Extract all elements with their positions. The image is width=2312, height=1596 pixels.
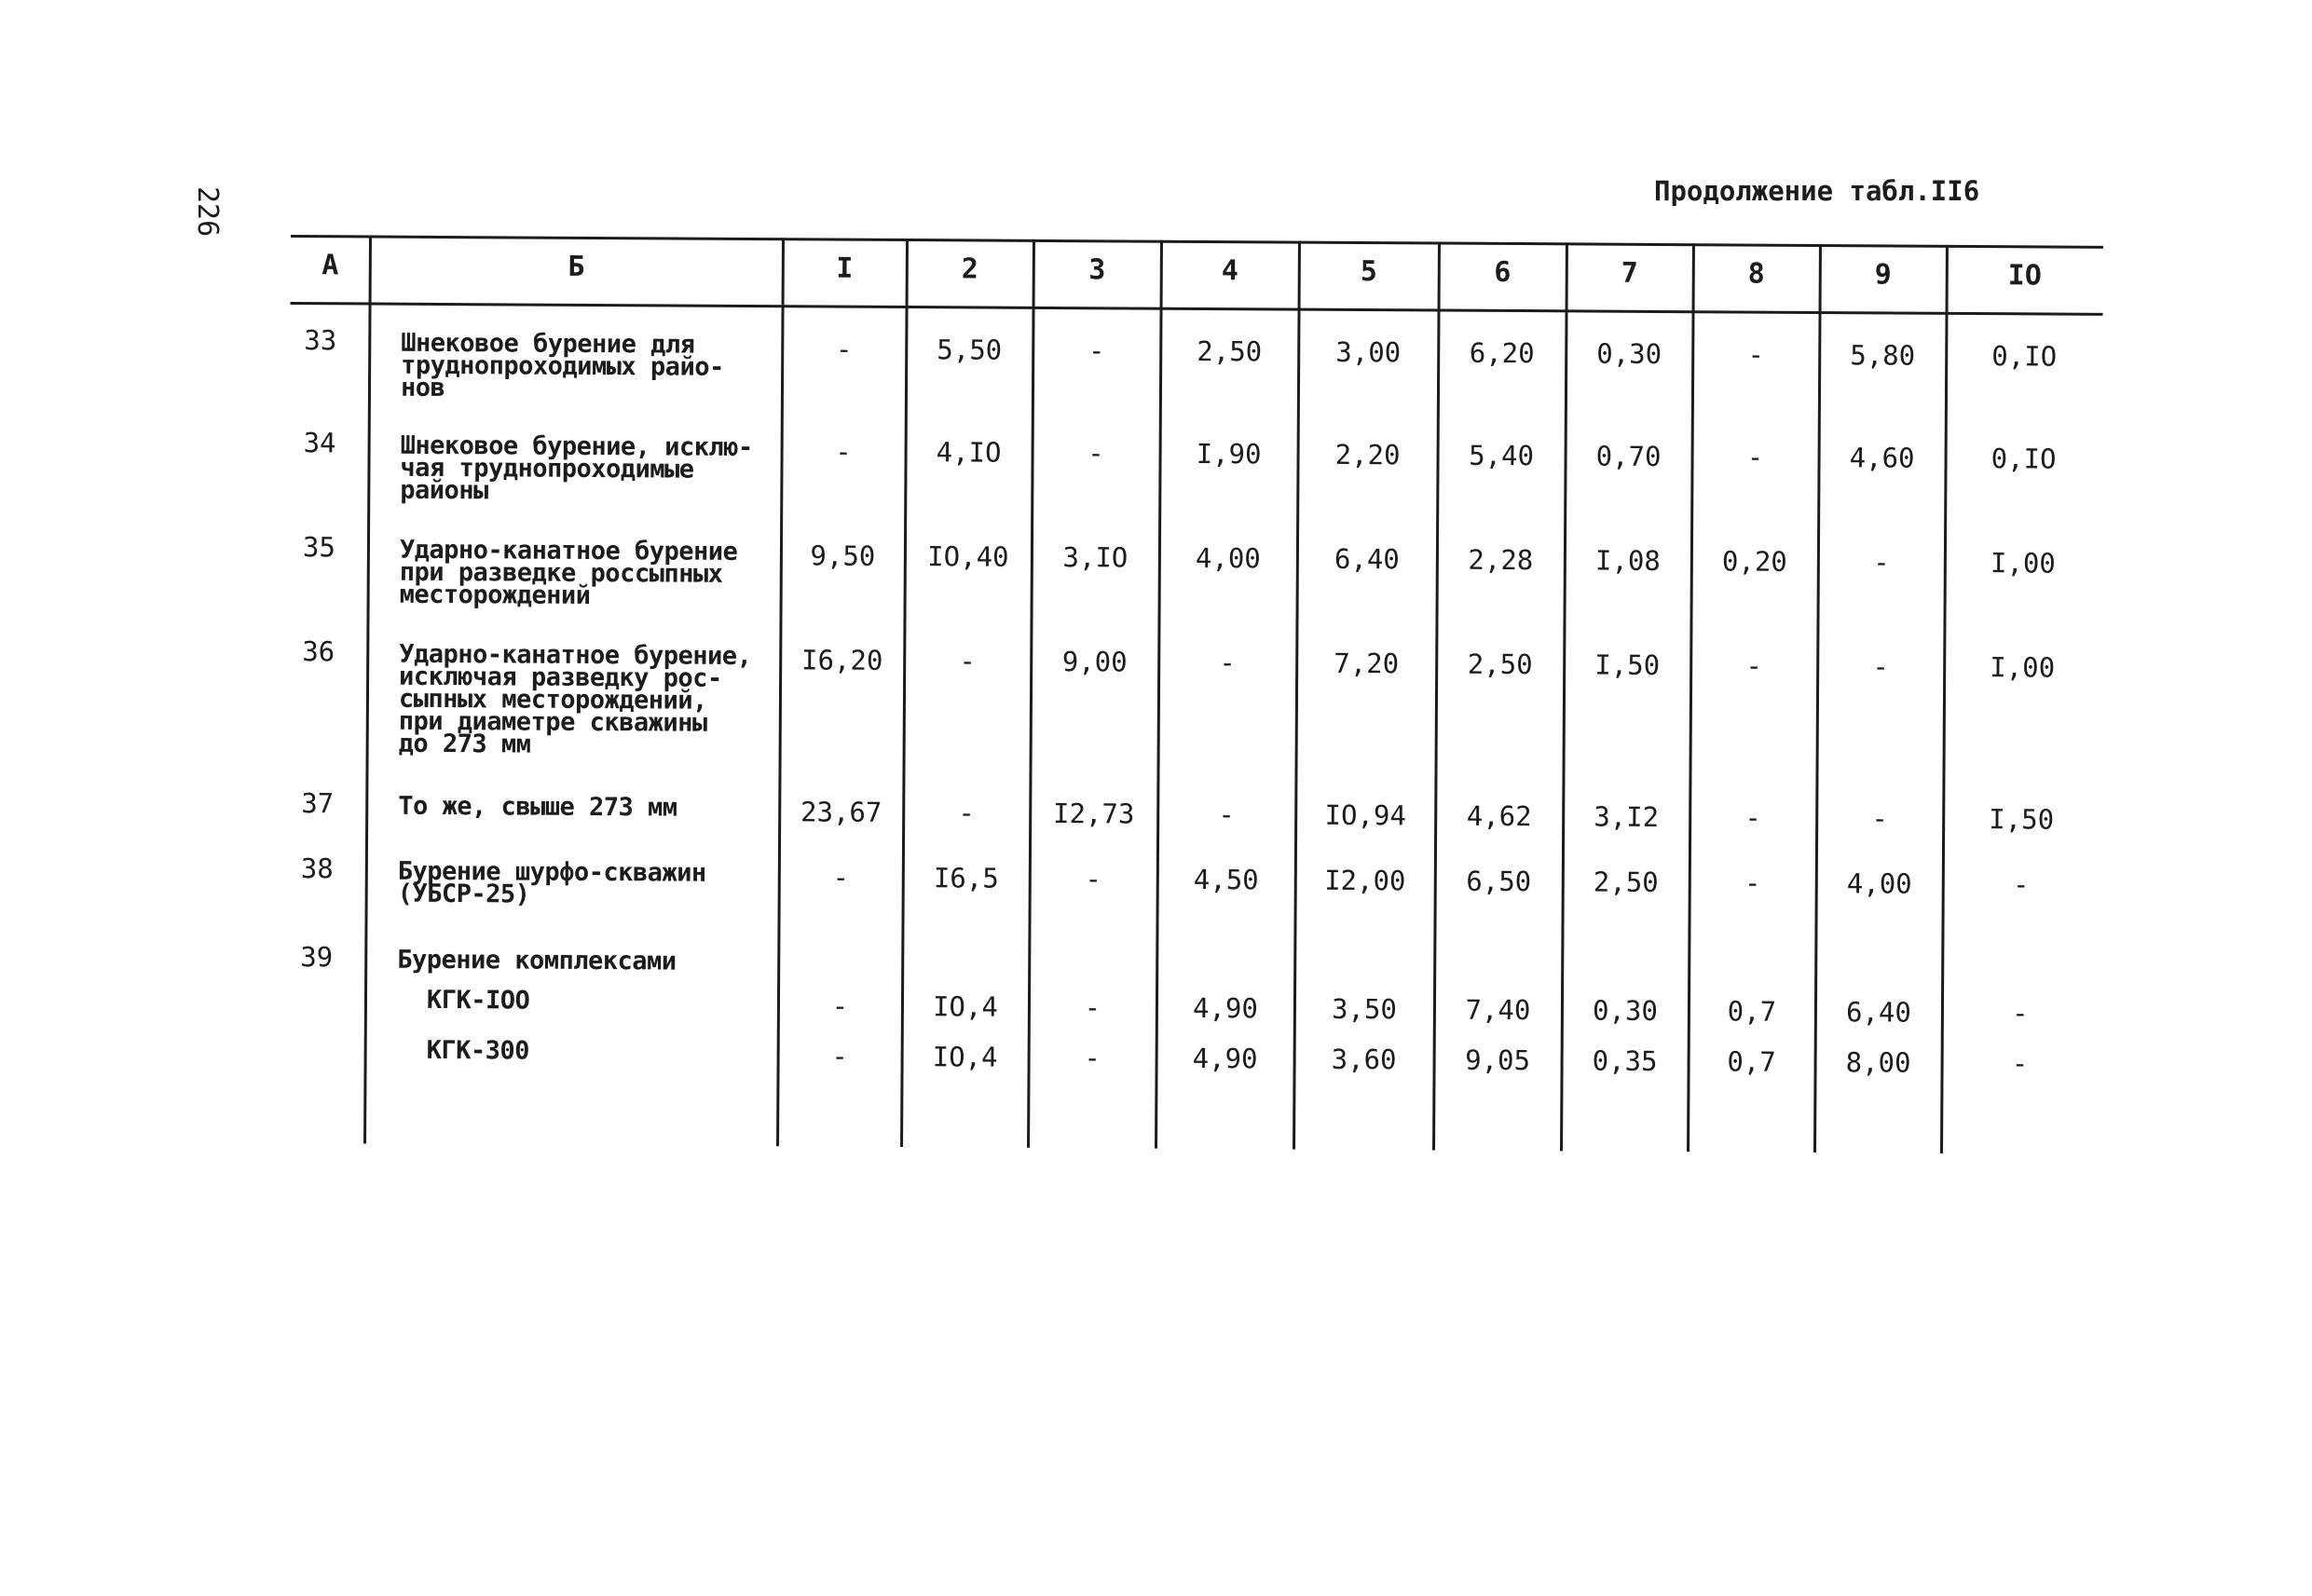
- table-cell-value: -: [1088, 334, 1105, 367]
- table-cell-value: I,00: [1990, 651, 2056, 684]
- table-cell-value: 0,30: [1592, 994, 1658, 1027]
- table-cell-value: -: [1871, 802, 1889, 835]
- row-description: КГК-300: [426, 1035, 530, 1066]
- table-cell-value: 0,35: [1592, 1044, 1658, 1077]
- table-cell-value: 6,20: [1469, 336, 1535, 370]
- table-cell-value: I6,5: [933, 862, 999, 894]
- column-header: IO: [2007, 259, 2042, 293]
- table-cell-value: 9,50: [810, 539, 876, 572]
- table-cell-value: 2,50: [1197, 334, 1263, 368]
- table-cell-value: 5,80: [1850, 339, 1916, 372]
- table-cell-value: 2,50: [1593, 866, 1659, 898]
- table-cell-value: -: [835, 435, 852, 468]
- row-number: 34: [303, 427, 336, 459]
- data-table: [285, 235, 2103, 1154]
- table-cell-value: 0,IO: [1991, 340, 2058, 373]
- table-continuation-label: Продолжение табл.II6: [1654, 175, 1980, 207]
- table-cell-value: 9,05: [1465, 1044, 1531, 1077]
- table-top-rule: [291, 235, 2103, 249]
- column-header: I: [836, 252, 854, 285]
- table-cell-value: 5,50: [937, 334, 1003, 366]
- table-cell-value: -: [1746, 441, 1764, 473]
- table-cell-value: -: [959, 645, 977, 677]
- row-number: 38: [300, 853, 334, 885]
- table-cell-value: I,00: [1990, 547, 2056, 580]
- table-cell-value: -: [958, 797, 976, 829]
- table-cell-value: 6,50: [1466, 865, 1532, 898]
- table-cell-value: 4,IO: [936, 436, 1002, 469]
- column-header: 2: [961, 252, 978, 286]
- table-cell-value: 0,7: [1727, 1045, 1776, 1078]
- table-cell-value: 4,50: [1193, 863, 1259, 896]
- table-cell-value: -: [1744, 801, 1762, 834]
- table-cell-value: 4,00: [1846, 867, 1912, 900]
- table-cell-value: 3,60: [1331, 1043, 1397, 1076]
- row-number: 35: [302, 531, 335, 564]
- row-description: КГК-IOO: [426, 985, 530, 1016]
- column-header: 8: [1747, 257, 1765, 291]
- table-cell-value: I,50: [1989, 803, 2055, 836]
- table-cell-value: 2,28: [1468, 543, 1534, 577]
- row-description: Шнековое бурение, исклю- чая труднопроходимые районы: [400, 430, 753, 506]
- table-cell-value: 4,90: [1192, 991, 1258, 1025]
- table-cell-value: -: [1084, 1042, 1101, 1074]
- table-cell-value: I2,00: [1324, 864, 1406, 897]
- table-cell-value: 6,40: [1334, 542, 1400, 576]
- column-header: 3: [1088, 253, 1106, 287]
- table-cell-value: 9,00: [1061, 646, 1128, 678]
- row-number: 33: [304, 324, 337, 357]
- table-cell-value: I6,20: [800, 644, 883, 676]
- table-cell-value: -: [1218, 798, 1236, 831]
- row-description: Ударно-канатное бурение при разведке россыпных месторождений: [399, 535, 738, 610]
- table-cell-value: 5,40: [1469, 439, 1535, 472]
- table-cell-value: 8,00: [1845, 1046, 1911, 1079]
- table-cell-value: -: [835, 333, 853, 365]
- table-cell-value: 4,90: [1192, 1042, 1258, 1075]
- table-cell-value: 4,00: [1195, 541, 1261, 575]
- table-cell-value: -: [1745, 649, 1763, 682]
- column-header: 7: [1621, 256, 1638, 290]
- table-cell-value: IO,40: [927, 540, 1009, 573]
- column-header: 4: [1221, 254, 1238, 288]
- table-cell-value: 3,50: [1331, 992, 1397, 1026]
- table-cell-value: -: [831, 989, 849, 1022]
- table-cell-value: -: [2012, 868, 2030, 901]
- row-description: Шнековое бурение для труднопроходимых райо- нов: [400, 328, 724, 403]
- table-cell-value: 7,20: [1334, 647, 1400, 680]
- table-cell-value: 6,40: [1845, 996, 1911, 1029]
- table-cell-value: -: [1084, 991, 1101, 1024]
- table-cell-value: 2,20: [1334, 438, 1401, 471]
- table-cell-value: -: [831, 1040, 848, 1072]
- row-description: Бурение шурфо-скважин (УБСР-25): [397, 856, 706, 909]
- column-header: 9: [1874, 258, 1892, 292]
- table-cell-value: -: [2011, 1047, 2029, 1080]
- table-cell-value: -: [1088, 437, 1104, 470]
- table-cell-value: 0,30: [1596, 337, 1662, 370]
- table-cell-value: -: [1219, 647, 1237, 679]
- table-cell-value: 4,62: [1466, 799, 1532, 833]
- table-cell-value: 0,7: [1727, 995, 1777, 1028]
- table-cell-value: I,08: [1594, 544, 1661, 577]
- row-description: Ударно-канатное бурение, исключая разведку рос- сыпных месторождений, при диаметре скважины до 273 мм: [398, 639, 752, 759]
- table-cell-value: -: [2012, 997, 2029, 1030]
- table-cell-value: I,90: [1196, 437, 1262, 471]
- table-cell-value: -: [1744, 866, 1761, 899]
- table-cell-value: I,50: [1594, 648, 1661, 681]
- table-cell-value: -: [832, 861, 850, 893]
- table-cell-value: -: [1873, 546, 1890, 579]
- column-header: 6: [1494, 255, 1512, 289]
- table-cell-value: I2,73: [1052, 798, 1135, 830]
- table-cell-value: 0,IO: [1991, 443, 2057, 475]
- column-rule: [363, 236, 372, 1144]
- table-cell-value: IO,94: [1324, 798, 1406, 832]
- row-description: Бурение комплексами: [397, 945, 677, 976]
- table-cell-value: 3,00: [1335, 335, 1402, 369]
- row-number: 39: [300, 941, 334, 974]
- column-header: Б: [568, 250, 585, 283]
- table-cell-value: 3,I2: [1594, 800, 1660, 833]
- table-cell-value: -: [1872, 650, 1890, 683]
- table-cell-value: 3,IO: [1062, 541, 1129, 574]
- row-description: То же, свыше 273 мм: [398, 791, 677, 823]
- table-cell-value: 7,40: [1465, 993, 1531, 1027]
- page-number: 226: [191, 186, 224, 238]
- table-cell-value: IO,4: [932, 990, 998, 1023]
- column-header: А: [321, 249, 339, 282]
- table-cell-value: IO,4: [932, 1041, 998, 1073]
- table-header-rule: [291, 302, 2103, 316]
- row-number: 37: [301, 787, 335, 820]
- column-header: 5: [1360, 255, 1377, 289]
- table-cell-value: 0,70: [1595, 440, 1662, 472]
- table-cell-value: 0,20: [1721, 545, 1787, 578]
- table-cell-value: 2,50: [1467, 648, 1533, 681]
- table-cell-value: 4,60: [1849, 442, 1915, 474]
- table-cell-value: -: [1085, 863, 1102, 895]
- row-number: 36: [302, 635, 335, 668]
- table-cell-value: 23,67: [800, 796, 882, 828]
- table-cell-value: -: [1747, 338, 1765, 371]
